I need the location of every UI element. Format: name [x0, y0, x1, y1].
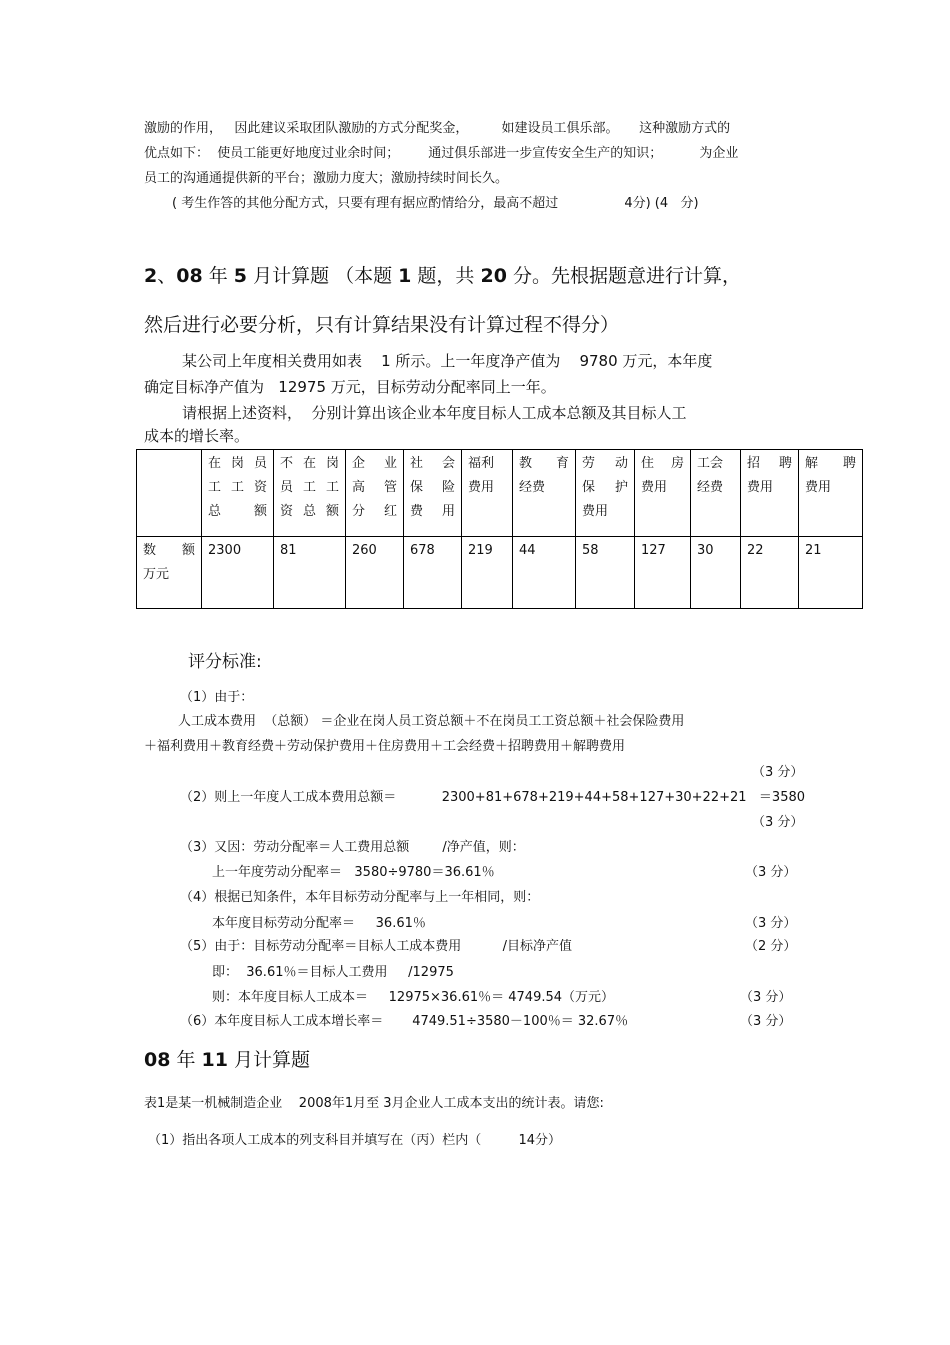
table-cell: 678: [404, 537, 462, 609]
table-header-cell: 招聘 费用: [741, 450, 799, 537]
scoring-score-5b: （3 分）: [740, 990, 792, 1005]
table-header-cell: 企业 高管 分红: [346, 450, 404, 537]
section2-para2-line1: 请根据上述资料， 分别计算出该企业本年度目标人工成本总额及其目标人工: [182, 404, 687, 422]
table-header-cell: [137, 450, 202, 537]
table-row: [137, 537, 863, 609]
table-cell: 2300: [202, 537, 274, 609]
scoring-step-3a: 上一年度劳动分配率＝ 3580÷9780＝36.61％: [212, 865, 495, 880]
section2-para1-line2: 确定目标净产值为 12975 万元，目标劳动分配率同上一年。: [144, 378, 556, 396]
section3-line-2: （1）指出各项人工成本的列支科目并填写在（丙）栏内（ 14分）: [148, 1133, 562, 1148]
table-cell: 21: [799, 537, 863, 609]
section2-heading-line2: 然后进行必要分析，只有计算结果没有计算过程不得分）: [144, 314, 620, 336]
table-cell: 260: [346, 537, 404, 609]
table-cell: 30: [691, 537, 741, 609]
intro-line-4: ( 考生作答的其他分配方式，只要有理有据应酌情给分，最高不超过 4分) (4 分): [172, 196, 699, 211]
table-header-cell: 社会 保险 费用: [404, 450, 462, 537]
table-header-cell: 在岗员 工工资 总额: [202, 450, 274, 537]
table-header-cell: 教育 经费: [513, 450, 576, 537]
scoring-score-1: （3 分）: [752, 765, 804, 780]
intro-line-2: 优点如下： 使员工能更好地度过业余时间； 通过俱乐部进一步宣传安全生产的知识； 为企业: [144, 146, 739, 161]
scoring-step-6: （6）本年度目标人工成本增长率＝ 4749.51÷3580－100％＝ 32.67％: [180, 1014, 629, 1029]
scoring-score-5: （2 分）: [745, 939, 797, 954]
intro-line-1: 激励的作用， 因此建议采取团队激励的方式分配奖金， 如建设员工俱乐部。 这种激励方式的: [144, 121, 731, 136]
scoring-step-4a: 本年度目标劳动分配率＝ 36.61％: [212, 916, 426, 931]
table-cell: 127: [635, 537, 691, 609]
section3-heading: 08 年 11 月计算题: [144, 1049, 311, 1071]
table-cell: 44: [513, 537, 576, 609]
scoring-step-4: （4）根据已知条件，本年目标劳动分配率与上一年相同，则：: [180, 890, 540, 905]
scoring-step-3: （3）又因：劳动分配率＝人工费用总额 /净产值，则：: [180, 840, 525, 855]
scoring-score-2: （3 分）: [752, 815, 804, 830]
section2-heading-line1: 2、08 年 5 月计算题 （本题 1 题，共 20 分。先根据题意进行计算，: [144, 265, 741, 287]
table-header-cell: 不在岗 员工工 资总额: [274, 450, 346, 537]
intro-line-3: 员工的沟通通提供新的平台；激励力度大；激励持续时间长久。: [144, 171, 509, 186]
scoring-step-2: （2）则上一年度人工成本费用总额＝ 2300+81+678+219+44+58+127+30+22+21 ＝3580: [180, 790, 806, 805]
cost-table: [136, 449, 863, 609]
table-header-cell: 福利 费用: [462, 450, 513, 537]
scoring-step-1a: 人工成本费用 （总额） ＝企业在岗人员工资总额＋不在岗员工工资总额＋社会保险费用: [178, 714, 685, 729]
table-row-label: 数 额 万元: [137, 537, 202, 609]
table-header-row: [137, 450, 863, 537]
section3-line-1: 表1是某一机械制造企业 2008年1月至 3月企业人工成本支出的统计表。请您:: [144, 1096, 604, 1111]
scoring-score-4: （3 分）: [745, 916, 797, 931]
table-header-cell: 工会 经费: [691, 450, 741, 537]
table-cell: 58: [576, 537, 635, 609]
scoring-step-5b: 则：本年度目标人工成本＝ 12975×36.61％＝ 4749.54（万元）: [212, 990, 615, 1005]
section2-para2-line2: 成本的增长率。: [144, 427, 250, 445]
table-header-cell: 住房 费用: [635, 450, 691, 537]
table-header-cell: 劳动 保护 费用: [576, 450, 635, 537]
table-cell: 22: [741, 537, 799, 609]
scoring-step-5a: 即： 36.61％＝目标人工费用 /12975: [212, 965, 454, 980]
scoring-step-1b: ＋福利费用＋教育经费＋劳动保护费用＋住房费用＋工会经费＋招聘费用＋解聘费用: [144, 739, 626, 754]
section2-para1-line1: 某公司上年度相关费用如表 1 所示。上一年度净产值为 9780 万元，本年度: [182, 352, 713, 370]
scoring-step-5: （5）由于：目标劳动分配率＝目标人工成本费用 /目标净产值: [180, 939, 572, 954]
scoring-title: 评分标准:: [188, 652, 262, 672]
scoring-score-6: （3 分）: [740, 1014, 792, 1029]
scoring-score-3: （3 分）: [745, 865, 797, 880]
table-cell: 219: [462, 537, 513, 609]
scoring-step-1: （1）由于：: [180, 690, 254, 705]
table-cell: 81: [274, 537, 346, 609]
table-header-cell: 解聘 费用: [799, 450, 863, 537]
